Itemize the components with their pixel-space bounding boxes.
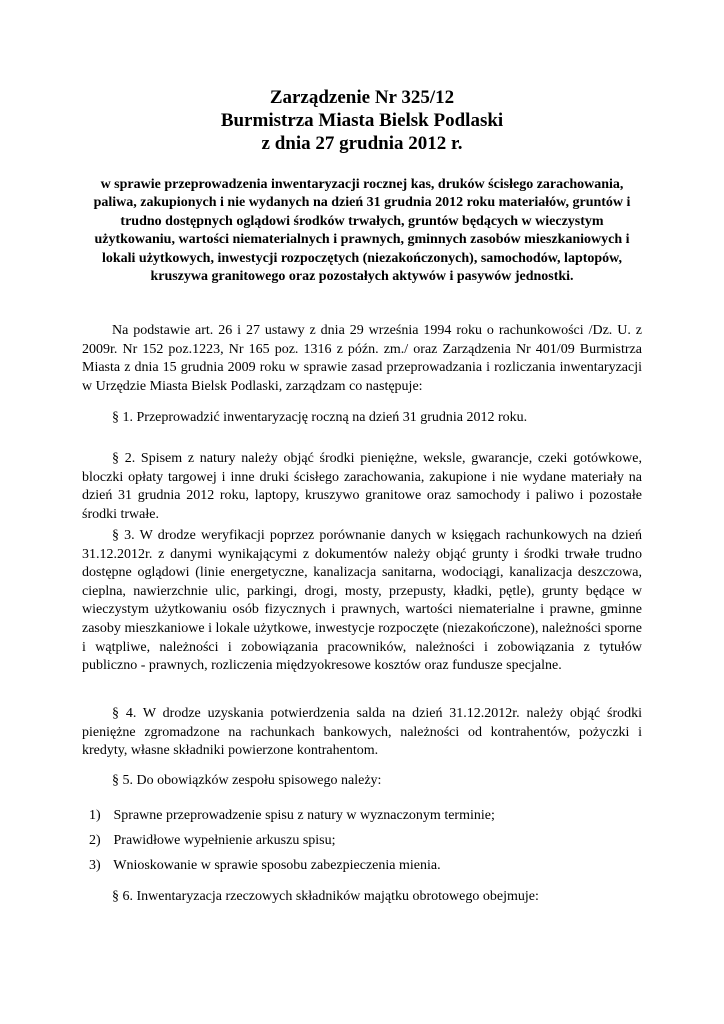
section-3: § 3. W drodze weryfikacji poprzez porównanie danych w księgach rachunkowych na dzień 31.12.2012r. z danymi wynikającymi z dokumentów należy objąć grunty i środki trwałe trudno dostępne oglądowi (linie energetyczne, kanalizacja sanitarna, wodociągi, kanalizacja deszczowa, cieplna, nawierzchnie ulic, parkingi, drogi, mosty, przepusty, kładki, pętle), grunty będące w wieczystym użytkowaniu osób fizycznych i prawnych, wartości niematerialne i prawne, gminne zasoby mieszkaniowe i lokale użytkowe, inwestycje rozpoczęte (niezakończone), należności sporne i wątpliwe, należności i zobowiązania pracowników, należności i zobowiązania z tytułów publiczno - prawnych, rozliczenia międzyokresowe kosztów oraz fundusze specjalne. <box>82 528 642 674</box>
duty-number: 2) <box>89 833 101 848</box>
section-1: § 1. Przeprowadzić inwentaryzację roczną na dzień 31 grudnia 2012 roku. <box>112 410 528 425</box>
title-line-3: z dnia 27 grudnia 2012 r. <box>261 133 463 154</box>
section-2: § 2. Spisem z natury należy objąć środki pieniężne, weksle, gwarancje, czeki gotówkowe, bloczki opłaty targowej i inne druki ścisłego zarachowania, zakupione i nie wydane materiały na dzień 31 grudnia 2012 roku, laptopy, kruszywo granitowe oraz samochody i paliwo i pozostałe środki trwałe. <box>82 451 642 522</box>
document-title <box>0 86 724 155</box>
duty-number: 3) <box>89 858 101 873</box>
title-line-2: Burmistrza Miasta Bielsk Podlaski <box>220 110 504 131</box>
document-subject: w sprawie przeprowadzenia inwentaryzacji rocznej kas, druków ścisłego zarachowania, paliwa, zakupionych i nie wydanych na dzień 31 grudnia 2012 roku materiałów, gruntów i trudno dostępnych oglądowi środków trwałych, gruntów będących w wieczystym użytkowaniu, wartości niematerialnych i prawnych, gminnych zasobów mieszkaniowych i lokali użytkowych, inwestycji rozpoczętych (niezakończonych), samochodów, laptopów, kruszywa granitowego oraz pozostałych aktywów i pasywów jednostki. <box>93 177 631 285</box>
duty-list-item <box>89 857 649 876</box>
duty-text: Sprawne przeprowadzenie spisu z natury w wyznaczonym terminie; <box>113 808 495 823</box>
section-6: § 6. Inwentaryzacja rzeczowych składników majątku obrotowego obejmuje: <box>112 889 539 904</box>
preamble-paragraph: Na podstawie art. 26 i 27 ustawy z dnia 29 września 1994 roku o rachunkowości /Dz. U. z 2009r. Nr 152 poz.1223, Nr 165 poz. 1316 z późn. zm./ oraz Zarządzenia Nr 401/09 Burmistrza Miasta z dnia 15 grudnia 2009 roku w sprawie zasad przeprowadzania i rozliczania inwentaryzacji w Urzędzie Miasta Bielsk Podlaski, zarządzam co następuje: <box>82 323 642 394</box>
duty-list-item <box>89 807 649 826</box>
section-5: § 5. Do obowiązków zespołu spisowego należy: <box>112 773 382 788</box>
duty-text: Wnioskowanie w sprawie sposobu zabezpieczenia mienia. <box>113 858 441 873</box>
duty-text: Prawidłowe wypełnienie arkuszu spisu; <box>113 833 336 848</box>
duty-list-item <box>89 832 649 851</box>
title-line-1: Zarządzenie Nr 325/12 <box>269 87 455 108</box>
duty-number: 1) <box>89 808 101 823</box>
section-4: § 4. W drodze uzyskania potwierdzenia salda na dzień 31.12.2012r. należy objąć środki pieniężne zgromadzone na rachunkach bankowych, należności od kontrahentów, pożyczki i kredyty, własne składniki powierzone kontrahentom. <box>82 706 642 759</box>
